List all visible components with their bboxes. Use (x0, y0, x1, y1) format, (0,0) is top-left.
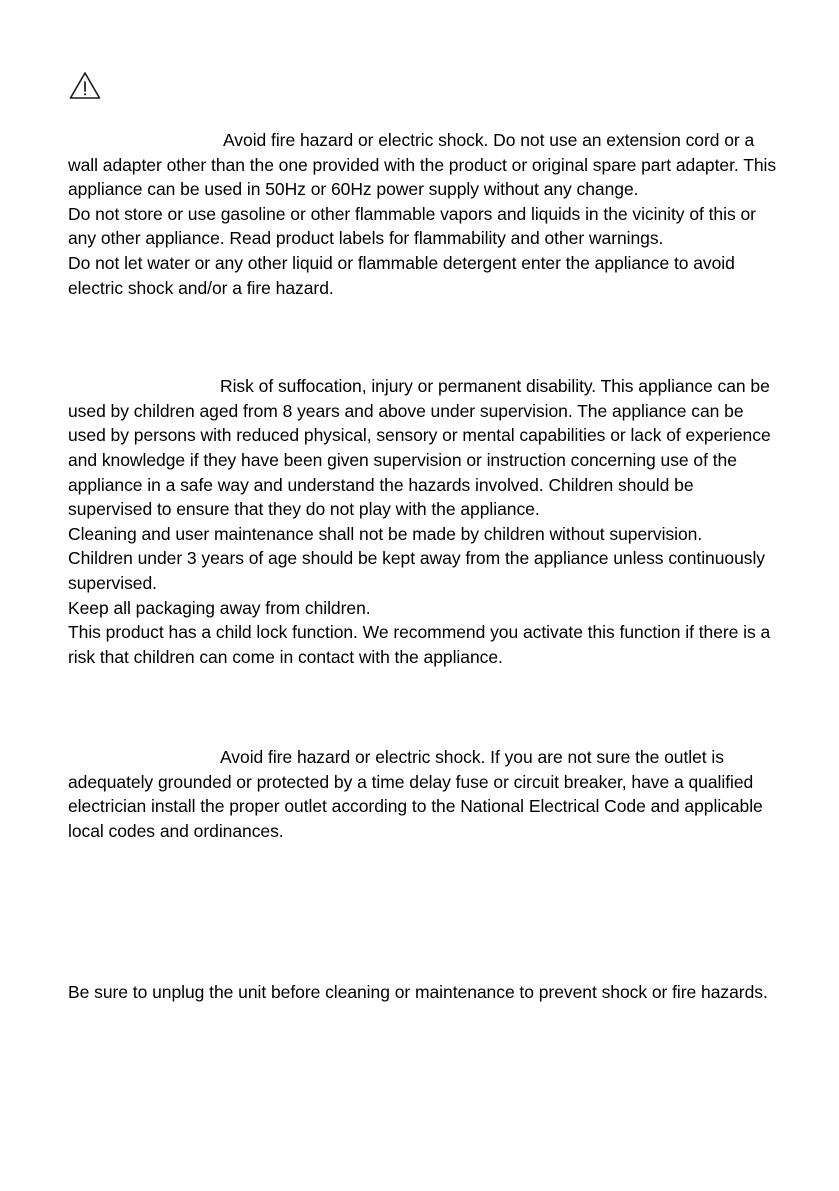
paragraph-text: Avoid fire hazard or electric shock. If you are not sure the outlet is adequately grounded or protected by a time delay fuse or circuit breaker, have a qualified electrician install the proper outlet according to the National Electrical Code and applicable local codes and ordinances. (68, 747, 763, 842)
paragraph: Be sure to unplug the unit before cleaning or maintenance to prevent shock or fire hazards. (68, 981, 768, 1002)
paragraph-text: Risk of suffocation, injury or permanent disability. This appliance can be used by children aged from 8 years and above under supervision. The appliance can be used by persons with reduced physical, sensory or mental capabilities or lack of experience and knowledge if they have been given supervision or instruction concerning use of the appliance in a safe way and understand the hazards involved. Children should be supervised to ensure that they do not play with the appliance. (68, 376, 771, 520)
warning-section-fire (68, 128, 782, 300)
warning-section-grounding (68, 745, 782, 843)
paragraph-text: Avoid fire hazard or electric shock. Do not use an extension cord or a wall adapter other than the one provided with the product or original spare part adapter. This appliance can be used in 50Hz or 60Hz power supply without any change. (68, 130, 777, 200)
paragraph (68, 128, 782, 202)
section-spacer (68, 669, 782, 745)
paragraph: Do not let water or any other liquid or flammable detergent enter the appliance to avoid electric shock and/or a fire hazard. (68, 252, 735, 298)
warning-section-suffocation (68, 374, 782, 669)
warning-triangle-icon (68, 70, 102, 100)
paragraph: Children under 3 years of age should be kept away from the appliance unless continuously supervised. (68, 548, 766, 593)
paragraph: Keep all packaging away from children. (68, 597, 371, 618)
paragraph: Do not store or use gasoline or other flammable vapors and liquids in the vicinity of this or any other appliance. Read product labels for flammability and other warnings. (68, 203, 756, 249)
document-content (68, 70, 782, 1004)
paragraph (68, 374, 782, 522)
paragraph: This product has a child lock function. We recommend you activate this function if there is a risk that children can come in contact with the appliance. (68, 622, 771, 667)
paragraph (68, 745, 782, 843)
section-spacer (68, 844, 782, 980)
paragraph: Cleaning and user maintenance shall not be made by children without supervision. (68, 523, 703, 544)
section-spacer (68, 300, 782, 374)
warning-section-unplug (68, 980, 782, 1005)
